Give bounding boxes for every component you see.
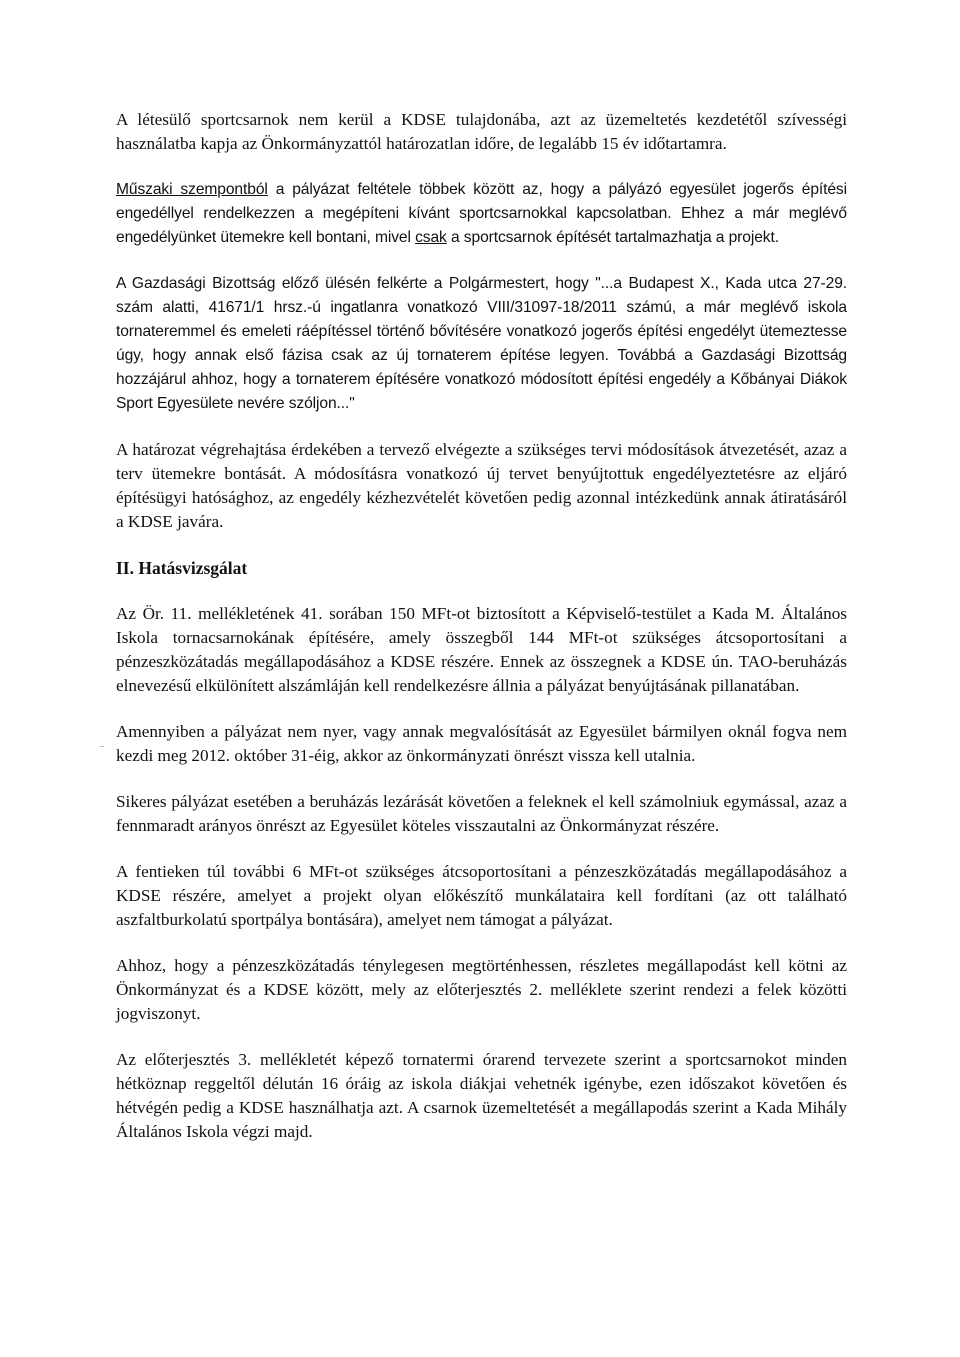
paragraph-ownership: A létesülő sportcsarnok nem kerül a KDSE tulajdonába, azt az üzemeltetés kezdetétől szívességi használatba kapja az Önkormányzattól határozatlan időre, de legalább 15 év időtartamra. — [116, 110, 847, 153]
paragraph-technical-requirements — [116, 178, 847, 250]
paragraph-text: a pályázat feltétele többek között az, hogy a pályázó egyesület jogerős építési engedéllyel rendelkezzen a megépíteni kívánt sportcsarnokkal kapcsolatban. Ehhez a már meglévő engedélyünket ütemekre kell bontani, mivel — [116, 181, 847, 246]
paragraph-resolution-execution: A határozat végrehajtása érdekében a tervező elvégezte a szükséges tervi módosítások átvezetését, azaz a terv ütemekre bontását. A módosításra vonatkozó új tervet benyújtottuk engedélyeztetésre az eljáró építésügyi hatósághoz, az engedély kézhezvételét követően pedig azonnal intézkedünk annak átiratásáról a KDSE javára. — [116, 440, 847, 531]
scan-speck — [100, 746, 104, 747]
paragraph-schedule: Az előterjesztés 3. mellékletét képező tornatermi órarend tervezete szerint a sportcsarnokot minden hétköznap reggeltől délután 16 óráig az iskola diákjai vehetnék igénybe, ezen időszakot követően és hétvégén pedig a KDSE használhatja azt. A csarnok üzemeltetését a megállapodás szerint a Kada Mihály Általános Iskola végzi majd. — [116, 1050, 847, 1141]
paragraph-additional-funds: A fentieken túl további 6 MFt-ot szükséges átcsoportosítani a pénzeszközátadás megállapodásához a KDSE részére, amelyet a projekt olyan előkészítő munkálataira kell fordítani (az ott található aszfaltburkolatú sportpálya bontására), amelyet nem támogat a pályázat. — [116, 862, 847, 929]
paragraph-budget: Az Ör. 11. mellékletének 41. sorában 150 MFt-ot biztosított a Képviselő-testület a Kada M. Általános Iskola tornacsarnokának építésére, amely összegből 144 MFt-ot szükséges átcsoportosítani a pénzeszközátadás megállapodásához a KDSE részére. Ennek az összegnek a KDSE ún. TAO-beruházás elnevezésű elkülönített alszámláján kell rendelkezésre állnia a pályázat benyújtásának pillanatában. — [116, 604, 847, 695]
paragraph-text: a sportcsarnok építését tartalmazhatja a projekt. — [446, 229, 779, 246]
paragraph-settlement: Sikeres pályázat esetében a beruházás lezárását követően a feleknek el kell számolniuk egymással, azaz a fennmaradt arányos önrészt az Egyesület köteles visszautalni az Önkormányzat részére. — [116, 792, 847, 835]
section-heading: II. Hatásvizsgálat — [116, 558, 248, 578]
paragraph-agreement: Ahhoz, hogy a pénzeszközátadás ténylegesen megtörténhessen, részletes megállapodást kell kötni az Önkormányzat és a KDSE között, mely az előterjesztés 2. melléklete szerint rendezi a felek közötti jogviszonyt. — [116, 956, 847, 1023]
paragraph-refund-condition: Amennyiben a pályázat nem nyer, vagy annak megvalósítását az Egyesület bármilyen oknál fogva nem kezdi meg 2012. október 31-éig, akkor az önkormányzati önrészt vissza kell utalnia. — [116, 722, 847, 765]
underlined-phrase-technical: Műszaki szempontból — [116, 181, 268, 198]
underlined-word-only: csak — [415, 229, 447, 246]
paragraph-committee-request: A Gazdasági Bizottság előző ülésén felkérte a Polgármestert, hogy "...a Budapest X., Kada utca 27-29. szám alatti, 41671/1 hrsz.-ú ingatlanra vonatkozó VIII/31097-18/2011 számú, a már meglévő iskola tornateremmel és emeleti ráépítéssel történő bővítésére vonatkozó jogerős építési engedélyt ütemeztesse úgy, hogy annak első fázisa csak az új tornaterem építése legyen. Továbbá a Gazdasági Bizottság hozzájárul ahhoz, hogy a tornaterem építésére vonatkozó módosított építési engedély a Kőbányai Diákok Sport Egyesülete nevére szóljon..." — [116, 275, 847, 412]
document-body — [116, 108, 847, 1166]
